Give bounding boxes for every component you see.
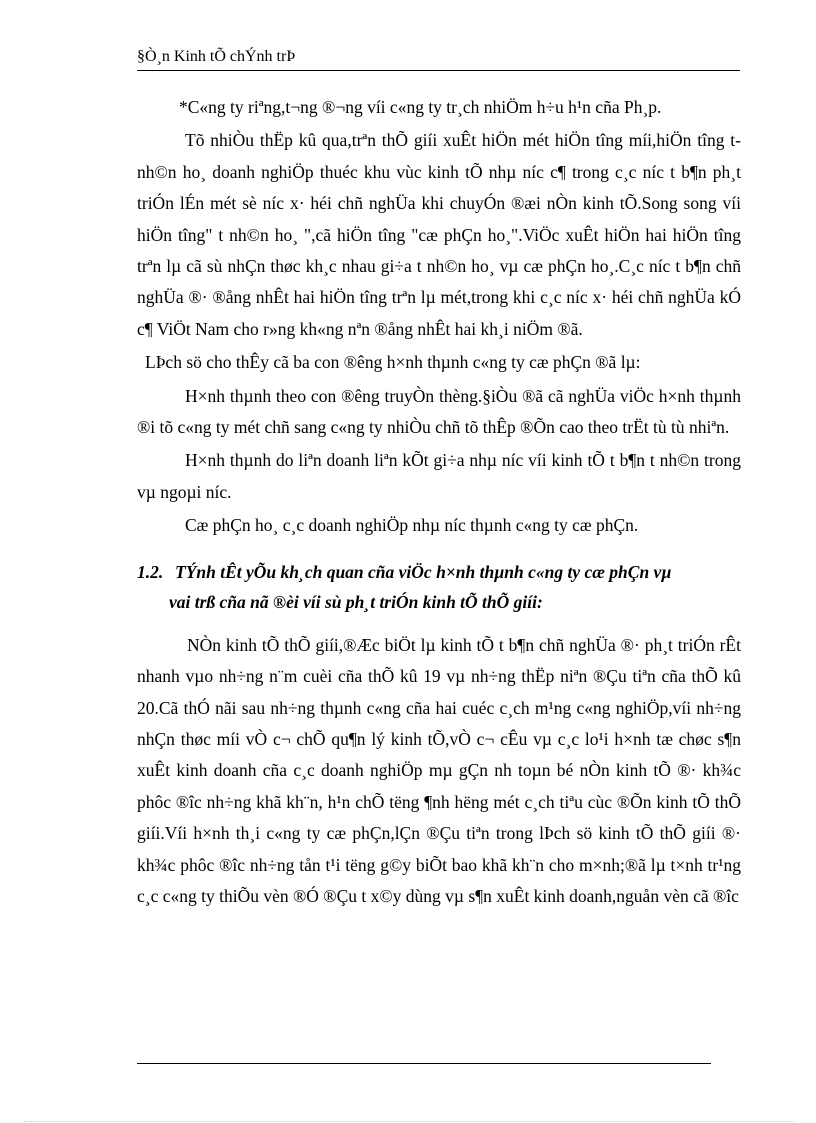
paragraph: Tõ nhiÒu thËp kû qua,trªn thÕ giíi xuÊt hiÖn mét hiÖn tîng míi,hiÖn tîng t nh©n ho¸ doanh nghiÖp thuéc khu vùc kinh tÕ nhµ níc c¶ trong c¸c níc t b¶n ph¸t triÓn lÉn mét sè níc x· héi chñ nghÜa khi chuyÓn ®æi nÒn kinh tÕ.Song song víi hiÖn tîng" t nh©n ho¸ ",cã hiÖn tîng "cæ phÇn ho¸".ViÖc xuÊt hiÖn hai hiÖn tîng trªn lµ cã sù nhÇn thøc kh¸c nhau gi÷a t nh©n ho¸ vµ cæ phÇn ho¸.C¸c níc t b¶n chñ nghÜa ®· ®ång nhÊt hai hiÖn tîng trªn lµ mét,trong khi c¸c níc x· héi chñ nghÜa kÓ c¶ ViÖt Nam cho r»ng kh«ng nªn ®ång nhÊt hai kh¸i niÖm ®ã. [137,130,741,339]
page-header [137,44,740,71]
document-body [137,92,741,914]
section-title-line2: vai trß cña nã ®èi víi sù ph¸t triÓn kinh tÕ thÕ giíi: [169,591,543,612]
section-title-line1: TÝnh tÊt yÕu kh¸ch quan cña viÖc h×nh thµnh c«ng ty cæ phÇn vµ [175,561,672,582]
paragraph: H×nh thµnh do liªn doanh liªn kÕt gi÷a nhµ níc víi kinh tÕ t b¶n t nh©n trong vµ ngoµi níc. [137,450,741,502]
paragraph: Cæ phÇn ho¸ c¸c doanh nghiÖp nhµ níc thµnh c«ng ty cæ phÇn. [185,515,639,536]
paragraph: H×nh thµnh theo con ®êng truyÒn thèng.§iÒu ®ã cã nghÜa viÖc h×nh thµnh ®i tõ c«ng ty mét chñ sang c«ng ty nhiÒu chñ tõ thÊp ®Õn cao theo trËt tù tù nhiªn. [137,385,741,438]
header-title: §Ò¸n Kinh tÕ chÝnh trÞ [137,48,296,65]
body-paragraph: NÒn kinh tÕ thÕ giíi,®Æc biÖt lµ kinh tÕ t b¶n chñ nghÜa ®· ph¸t triÓn rÊt nhanh vµo nh÷ng n¨m cuèi cña thÕ kû 19 vµ nh÷ng thËp niªn ®Çu tiªn cña thÕ kû 20.Cã thÓ nãi sau nh÷ng thµnh c«ng cña hai cuéc c¸ch m¹ng c«ng nghiÖp,víi nh÷ng nhÇn thøc míi vÒ c¬ chÕ qu¶n lý kinh tÕ,vÒ c¬ cÊu vµ c¸c lo¹i h×nh tæ chøc s¶n xuÊt kinh doanh cña c¸c doanh nghiÖp mµ gÇn nh toµn bé nÒn kinh tÕ ®· kh¾c phôc ®îc nh÷ng khã kh¨n, h¹n chÕ tëng ¶nh hëng mét c¸ch tiªu cùc ®Õn kinh tÕ thÕ giíi.Víi h×nh th¸i c«ng ty cæ phÇn,lÇn ®Çu tiªn trong lÞch sö kinh tÕ thÕ giíi ®· kh¾c phôc ®îc nh÷ng tån t¹i tëng g©y biÕt bao khã kh¨n cho m×nh;®ã lµ t×nh tr¹ng c¸c c«ng ty thiÕu vèn ®Ó ®Çu t x©y dùng vµ s¶n xuÊt kinh doanh,nguån vèn cã ®îc [137,634,741,906]
section-heading [137,557,741,617]
footer-rule [137,1063,711,1064]
page-bottom-edge [24,1121,794,1122]
section-number: 1.2. [137,561,164,582]
paragraph: LÞch sö cho thÊy cã ba con ®êng h×nh thµnh c«ng ty cæ phÇn ®ã lµ: [145,352,641,373]
paragraph: *C«ng ty riªng,t¬ng ®¬ng víi c«ng ty tr¸ch nhiÖm h÷u h¹n cña Ph¸p. [179,97,662,117]
